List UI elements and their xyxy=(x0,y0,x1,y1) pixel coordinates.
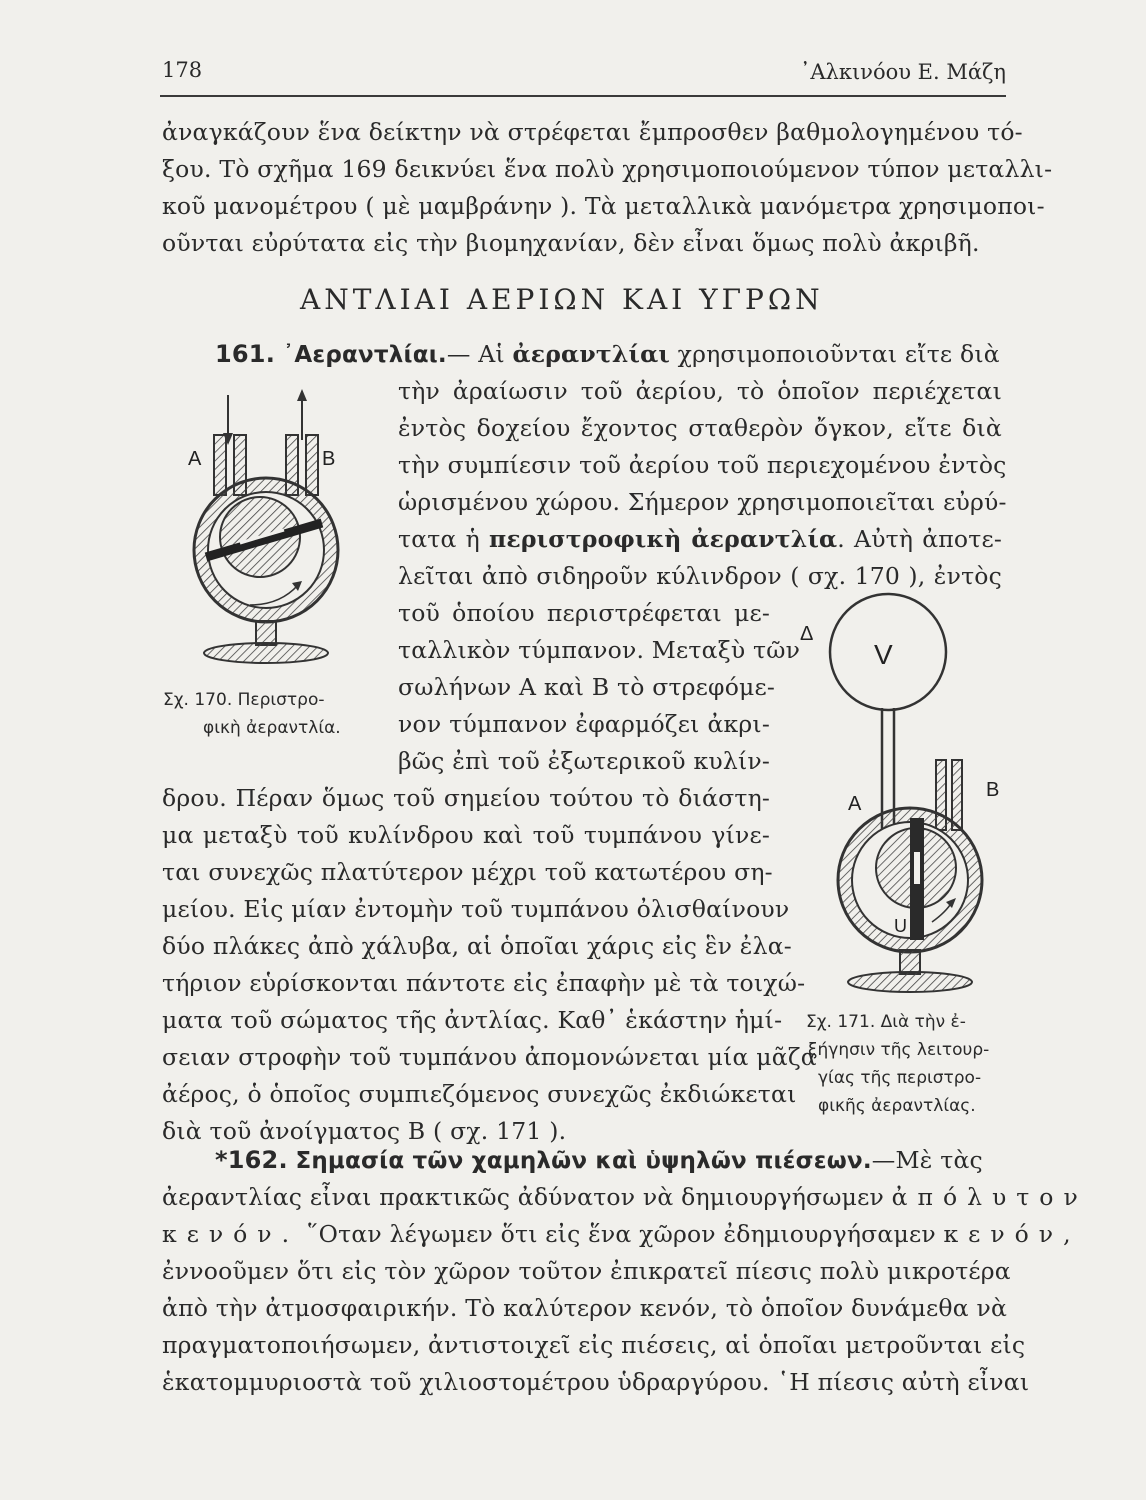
para161-line-bold xyxy=(398,525,1002,553)
figure-171-caption-line: Σχ. 171. Διὰ τὴν ἐ- xyxy=(806,1012,966,1032)
figure-170-label-b: B xyxy=(322,448,336,470)
para161-bold-post: . Αὐτὴ ἀποτε- xyxy=(837,525,1002,553)
para161-first-line xyxy=(215,340,1000,368)
figure-171-label-a: A xyxy=(848,793,862,815)
para162-line: ἀπὸ τὴν ἀτμοσφαιρικήν. Τὸ καλύτερον κενόν, τὸ ὁποῖον δυνάμεθα νὰ xyxy=(162,1294,1008,1322)
para162-line: ἐννοοῦμεν ὅτι εἰς τὸν χῶρον τοῦτον ἐπικρατεῖ πίεσις πολὺ μικροτέρα xyxy=(162,1257,1011,1285)
para162-line2 xyxy=(162,1183,1088,1211)
para161-first-line-rest: χρησιμοποιοῦνται εἴτε διὰ xyxy=(669,340,1000,368)
running-header-author: ᾿Αλκινόου Ε. Μάζη xyxy=(799,60,1006,84)
figure-170-rotary-pump xyxy=(180,385,380,685)
para161-line: λεῖται ἀπὸ σιδηροῦν κύλινδρον ( σχ. 170 ), ἐντὸς xyxy=(398,562,1002,590)
para162-line3 xyxy=(162,1220,1081,1248)
figure-171-caption-line: ξήγησιν τῆς λειτουρ- xyxy=(808,1040,990,1060)
para161-line: τὴν ἀραίωσιν τοῦ ἀερίου, τὸ ὁποῖον περιέχεται xyxy=(398,377,1002,405)
figure-170-caption-line: Σχ. 170. Περιστρο- xyxy=(163,690,325,710)
para161-line: μα μεταξὺ τοῦ κυλίνδρου καὶ τοῦ τυμπάνου γίνε- xyxy=(162,821,770,849)
para161-dash: — Αἱ xyxy=(446,340,513,368)
figure-171-label-u: U xyxy=(894,916,907,936)
para162-first-rest: —Μὲ τὰς xyxy=(871,1146,983,1174)
figure-171-rotary-pump-section xyxy=(790,590,1020,1010)
para162-line: πραγματοποιήσωμεν, ἀντιστοιχεῖ εἰς πιέσεις, αἱ ὁποῖαι μετροῦνται εἰς xyxy=(162,1331,1026,1359)
para162-line2-pre: ἀεραντλίας εἶναι πρακτικῶς ἀδύνατον νὰ δημιουργήσωμεν xyxy=(162,1183,884,1211)
para161-line: νον τύμπανον ἐφαρμόζει ἀκρι- xyxy=(398,710,770,738)
para161-line: ἐντὸς δοχείου ἔχοντος σταθερὸν ὄγκον, εἴτε διὰ xyxy=(398,414,1002,442)
figure-171-caption-line: γίας τῆς περιστρο- xyxy=(818,1068,982,1088)
para161-line: ται συνεχῶς πλατύτερον μέχρι τοῦ κατωτέρου ση- xyxy=(162,858,773,886)
para161-number: 161. xyxy=(215,340,276,368)
para162-heading: Σημασία τῶν χαμηλῶν καὶ ὑψηλῶν πιέσεων. xyxy=(295,1148,872,1174)
section-title: ΑΝΤΛΙΑΙ ΑΕΡΙΩΝ ΚΑΙ ΥΓΡΩΝ xyxy=(300,283,824,316)
para161-bold-term2: περιστροφικὴ ἀεραντλία xyxy=(488,525,838,553)
para162-spaced-word: ἀπόλυτον xyxy=(891,1183,1088,1211)
para161-bold-pre: τατα ἡ xyxy=(398,525,489,553)
para162-first-line xyxy=(215,1146,983,1174)
para161-line: δύο πλάκες ἀπὸ χάλυβα, αἱ ὁποῖαι χάρις εἰς ἓν ἐλα- xyxy=(162,932,792,960)
figure-170-label-a: A xyxy=(188,448,202,470)
para161-line: μείου. Εἰς μίαν ἐντομὴν τοῦ τυμπάνου ὀλισθαίνουν xyxy=(162,895,790,923)
para161-line: τοῦ ὁποίου περιστρέφεται με- xyxy=(398,599,770,627)
page-number: 178 xyxy=(162,58,203,82)
para162-spaced-word: κενόν. xyxy=(162,1220,300,1248)
para161-line: δρου. Πέραν ὅμως τοῦ σημείου τούτου τὸ διάστη- xyxy=(162,784,770,812)
para161-line: ἀέρος, ὁ ὁποῖος συμπιεζόμενος συνεχῶς ἐκδιώκεται xyxy=(162,1080,797,1108)
para162-number: *162. xyxy=(215,1146,288,1174)
header-rule xyxy=(160,95,1006,97)
para161-line: ταλλικὸν τύμπανον. Μεταξὺ τῶν xyxy=(398,636,801,664)
figure-171-label-d: Δ xyxy=(800,623,814,645)
figure-171-label-b: B xyxy=(986,779,1000,801)
intro-line: οῦνται εὐρύτατα εἰς τὴν βιομηχανίαν, δὲν εἶναι ὅμως πολὺ ἀκριβῆ. xyxy=(162,229,980,257)
para161-line: βῶς ἐπὶ τοῦ ἐξωτερικοῦ κυλίν- xyxy=(398,747,770,775)
intro-line: ξου. Τὸ σχῆμα 169 δεικνύει ἕνα πολὺ χρησιμοποιούμενον τύπον μεταλλι- xyxy=(162,155,1053,183)
figure-171-caption-line: φικῆς ἀεραντλίας. xyxy=(818,1096,976,1116)
para162-line: ἑκατομμυριοστὰ τοῦ χιλιοστομέτρου ὑδραργύρου. ῾Η πίεσις αὐτὴ εἶναι xyxy=(162,1368,1030,1396)
intro-line: κοῦ μανομέτρου ( μὲ μαμβράνην ). Τὰ μεταλλικὰ μανόμετρα χρησιμοποι- xyxy=(162,192,1045,220)
para161-line: σωλήνων Α καὶ Β τὸ στρεφόμε- xyxy=(398,673,776,701)
para161-bold-term: ἀεραντλίαι xyxy=(512,340,670,368)
para161-heading: ᾿Αεραντλίαι. xyxy=(282,342,447,368)
intro-line: ἀναγκάζουν ἕνα δείκτην νὰ στρέφεται ἔμπροσθεν βαθμολογημένου τό- xyxy=(162,118,1023,146)
figure-171-label-v: V xyxy=(874,639,893,670)
para161-line: ματα τοῦ σώματος τῆς ἀντλίας. Καθ᾿ ἑκάστην ἡμί- xyxy=(162,1006,783,1034)
para161-line: διὰ τοῦ ἀνοίγματος Β ( σχ. 171 ). xyxy=(162,1117,567,1145)
para161-line: τὴν συμπίεσιν τοῦ ἀερίου τοῦ περιεχομένου ἐντὸς xyxy=(398,451,1007,479)
para162-line3-mid: ῞Οταν λέγωμεν ὅτι εἰς ἕνα χῶρον ἐδημιουργήσαμεν xyxy=(306,1220,936,1248)
para161-line: τήριον εὑρίσκονται πάντοτε εἰς ἐπαφὴν μὲ τὰ τοιχώ- xyxy=(162,969,806,997)
para161-line: σειαν στροφὴν τοῦ τυμπάνου ἀπομονώνεται μία μᾶζα xyxy=(162,1043,817,1071)
figure-170-caption-line: φικὴ ἀεραντλία. xyxy=(203,718,341,738)
para162-spaced-word: κενόν, xyxy=(943,1220,1081,1248)
para161-line: ὡρισμένου χώρου. Σήμερον χρησιμοποιεῖται εὐρύ- xyxy=(398,488,1007,516)
